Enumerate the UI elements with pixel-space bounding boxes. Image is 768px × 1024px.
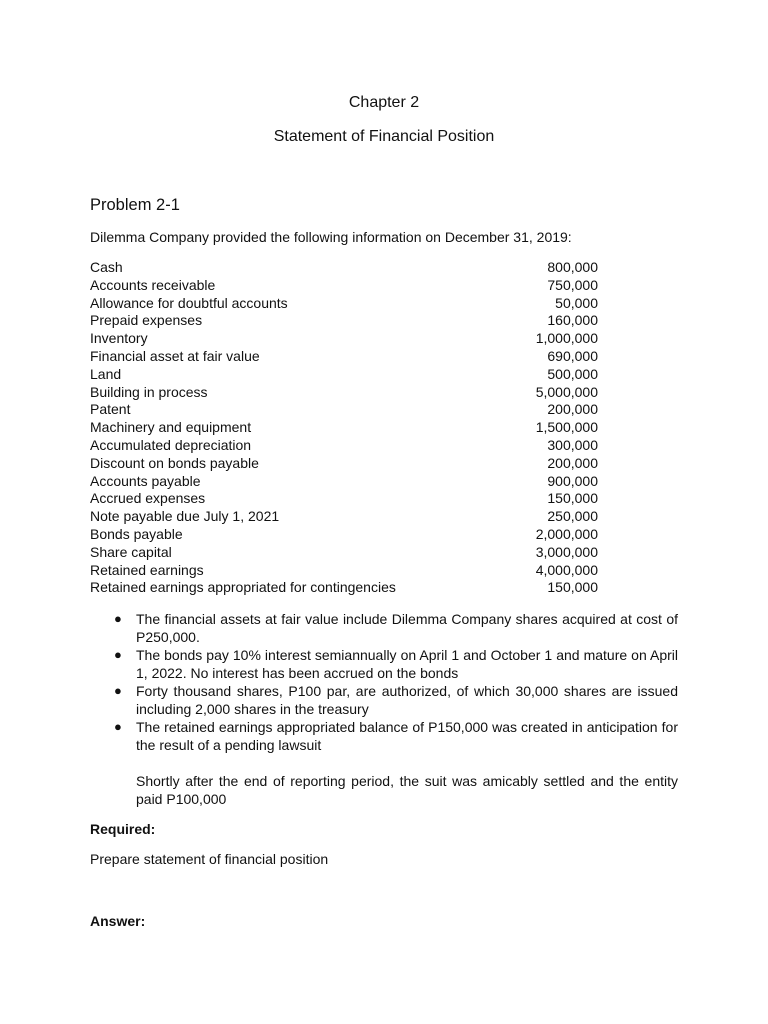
table-row xyxy=(90,348,598,366)
account-label: Accumulated depreciation xyxy=(90,436,252,453)
table-row xyxy=(90,544,598,562)
note-text: Forty thousand shares, P100 par, are authorized, of which 30,000 shares are issued including 2,000 shares in the treasury xyxy=(136,683,678,717)
bullet-icon: ● xyxy=(114,719,122,734)
table-row xyxy=(90,455,598,473)
account-amount: 690,000 xyxy=(547,347,598,364)
account-label: Retained earnings appropriated for contingencies xyxy=(90,579,396,596)
account-label: Machinery and equipment xyxy=(90,419,252,436)
table-row xyxy=(90,473,598,491)
table-row xyxy=(90,384,598,402)
account-amount: 200,000 xyxy=(547,454,598,471)
table-row xyxy=(90,490,598,508)
table-row xyxy=(90,366,598,384)
account-amount: 900,000 xyxy=(547,472,598,489)
account-amount: 5,000,000 xyxy=(535,383,598,400)
list-item xyxy=(90,682,678,718)
table-row xyxy=(90,401,598,419)
account-label: Prepaid expenses xyxy=(90,312,203,329)
account-label: Retained earnings xyxy=(90,561,204,578)
table-row xyxy=(90,312,598,330)
table-row xyxy=(90,508,598,526)
notes-list xyxy=(90,610,678,808)
note-text: The financial assets at fair value include Dilemma Company shares acquired at cost of P250,000. xyxy=(136,611,678,645)
account-label: Cash xyxy=(90,259,123,275)
account-label: Land xyxy=(90,365,122,382)
account-label: Inventory xyxy=(90,330,148,347)
problem-heading: Problem 2-1 xyxy=(90,196,180,214)
account-label: Allowance for doubtful accounts xyxy=(90,294,288,311)
note-followup-text: Shortly after the end of reporting period, the suit was amicably settled and the entity paid P100,000 xyxy=(136,773,678,807)
bullet-icon: ● xyxy=(114,611,122,626)
account-label: Accounts receivable xyxy=(90,276,216,293)
answer-label: Answer: xyxy=(90,913,146,929)
table-row xyxy=(90,295,598,313)
account-amount: 2,000,000 xyxy=(535,525,598,542)
account-amount: 3,000,000 xyxy=(535,543,598,560)
account-amount: 250,000 xyxy=(547,508,598,525)
account-amount: 800,000 xyxy=(547,259,598,275)
account-balances-table xyxy=(90,259,598,597)
account-label: Financial asset at fair value xyxy=(90,347,260,364)
note-text: The bonds pay 10% interest semiannually on April 1 and October 1 and mature on April 1, 2022. No interest has been accrued on the bonds xyxy=(136,647,678,681)
account-amount: 50,000 xyxy=(555,294,598,311)
account-amount: 4,000,000 xyxy=(535,561,598,578)
list-item xyxy=(90,610,678,646)
account-amount: 1,500,000 xyxy=(535,419,598,436)
required-label: Required: xyxy=(90,821,156,837)
table-row xyxy=(90,277,598,295)
account-amount: 500,000 xyxy=(547,365,598,382)
account-label: Note payable due July 1, 2021 xyxy=(90,508,280,525)
account-label: Accrued expenses xyxy=(90,490,206,507)
account-label: Patent xyxy=(90,401,131,418)
chapter-heading: Chapter 2 xyxy=(348,94,420,111)
note-text: The retained earnings appropriated balance of P150,000 was created in anticipation for the result of a pending lawsuit xyxy=(136,719,678,753)
account-amount: 160,000 xyxy=(547,312,598,329)
account-label: Building in process xyxy=(90,383,208,400)
account-label: Share capital xyxy=(90,543,172,560)
account-amount: 300,000 xyxy=(547,436,598,453)
account-amount: 1,000,000 xyxy=(535,330,598,347)
chapter-title: Statement of Financial Position xyxy=(273,128,495,145)
table-row xyxy=(90,579,598,597)
account-amount: 200,000 xyxy=(547,401,598,418)
problem-intro: Dilemma Company provided the following information on December 31, 2019: xyxy=(90,229,572,245)
table-row xyxy=(90,437,598,455)
table-row xyxy=(90,562,598,580)
account-amount: 150,000 xyxy=(547,490,598,507)
account-amount: 150,000 xyxy=(547,579,598,596)
bullet-icon: ● xyxy=(114,683,122,698)
table-row xyxy=(90,526,598,544)
table-row xyxy=(90,419,598,437)
required-text: Prepare statement of financial position xyxy=(90,851,329,867)
bullet-icon: ● xyxy=(114,647,122,662)
account-label: Discount on bonds payable xyxy=(90,454,259,471)
list-item xyxy=(90,718,678,808)
list-item xyxy=(90,646,678,682)
table-row xyxy=(90,330,598,348)
account-amount: 750,000 xyxy=(547,276,598,293)
table-row xyxy=(90,259,598,277)
account-label: Bonds payable xyxy=(90,525,183,542)
account-label: Accounts payable xyxy=(90,472,201,489)
